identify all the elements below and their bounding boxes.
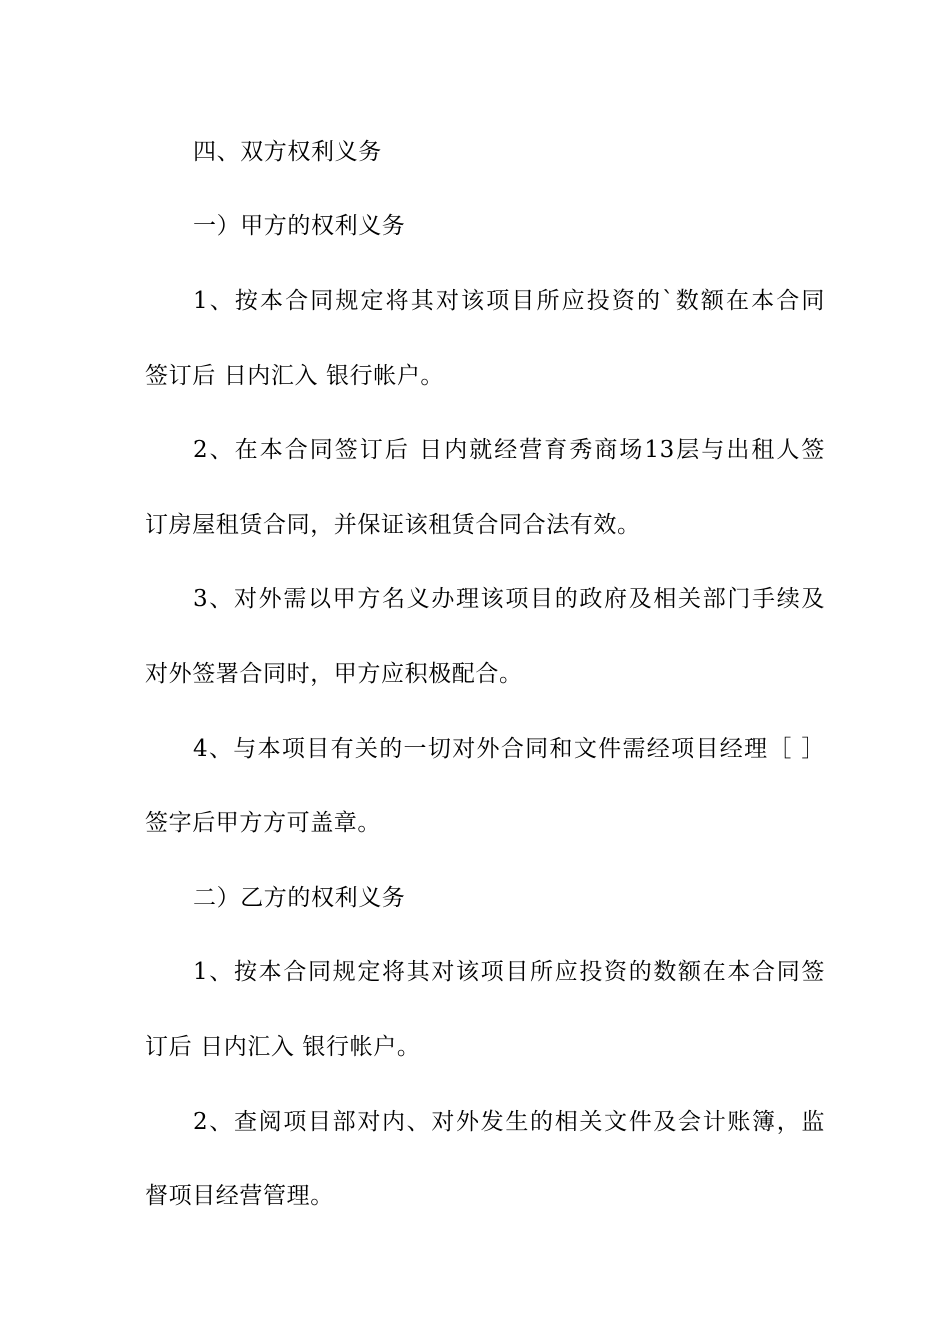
paragraph-line: 对外签署合同时，甲方应积极配合。 (145, 661, 523, 687)
paragraph-line: 签字后甲方方可盖章。 (145, 810, 381, 836)
paragraph-line: 4、与本项目有关的一切对外合同和文件需经项目经理［ ］ (193, 736, 825, 762)
subsection-heading-party-a: 一）甲方的权利义务 (193, 213, 406, 239)
section-heading: 四、双方权利义务 (193, 139, 382, 165)
paragraph-line: 2、查阅项目部对内、对外发生的相关文件及会计账簿，监 (193, 1109, 825, 1135)
paragraph-line: 订房屋租赁合同，并保证该租赁合同合法有效。 (145, 512, 641, 538)
paragraph-line: 督项目经营管理。 (145, 1183, 334, 1209)
subsection-heading-party-b: 二）乙方的权利义务 (193, 885, 406, 911)
paragraph-line: 1、按本合同规定将其对该项目所应投资的数额在本合同签 (193, 959, 825, 985)
paragraph-line: 1、按本合同规定将其对该项目所应投资的`数额在本合同 (193, 288, 825, 314)
paragraph-line: 2、在本合同签订后 日内就经营育秀商场13层与出租人签 (193, 437, 825, 463)
paragraph-line: 订后 日内汇入 银行帐户。 (145, 1034, 421, 1060)
paragraph-line: 签订后 日内汇入 银行帐户。 (145, 363, 445, 389)
paragraph-line: 3、对外需以甲方名义办理该项目的政府及相关部门手续及 (193, 586, 825, 612)
